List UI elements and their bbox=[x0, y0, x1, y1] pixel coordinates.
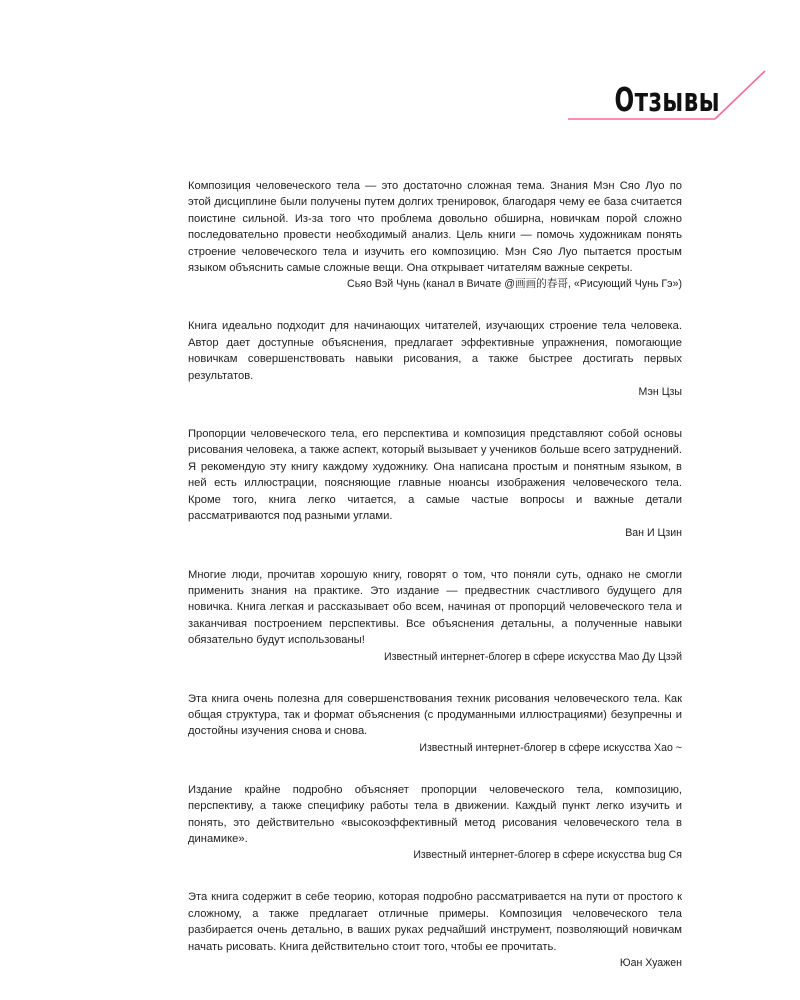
review-text: Эта книга очень полезна для совершенствования техник рисования человеческого тела. Как общая структура, так и формат объяснения (с продуманными иллюстрациями) безупречны и достойны изучения снова и снова. bbox=[188, 692, 682, 738]
review-text: Композиция человеческого тела — это достаточно сложная тема. Знания Мэн Сяо Луо по этой дисциплине были получены путем долгих тренировок, благодаря чему ее база считается поистине сильной. Из-за того что проблема довольно обширна, новичкам порой сложно последовательно провести необходимый анализ. Цель книги — помочь художникам понять строение человеческого тела и изучить его композицию. Мэн Сяо Луо пытается простым языком объяснить самые сложные вещи. Она открывает читателям важные секреты. bbox=[188, 180, 682, 275]
review-4 bbox=[188, 567, 682, 665]
review-5 bbox=[188, 691, 682, 756]
review-author: Известный интернет-блогер в сфере искусства Мао Ду Цзэй bbox=[383, 650, 682, 663]
review-7 bbox=[188, 889, 682, 971]
review-text: Эта книга содержит в себе теорию, которая подробно рассматривается на пути от простого к сложному, а также предлагает отличные примеры. Композиция человеческого тела разбирается очень детально, в ваших руках редчайший инструмент, позволяющий новичкам начать рисовать. Книга действительно стоит того, чтобы ее прочитать. bbox=[188, 891, 682, 953]
review-text: Издание крайне подробно объясняет пропорции человеческого тела, композицию, перспективу, а также специфику работы тела в движении. Каждый пункт легко изучить и понять, это действительно «высокоэффективный метод рисования человеческого тела в динамике». bbox=[188, 783, 682, 845]
review-author: Юан Хуажен bbox=[619, 957, 682, 969]
review-author: Ван И Цзин bbox=[625, 526, 682, 539]
review-author: Мэн Цзы bbox=[638, 386, 682, 399]
reviews-list bbox=[188, 178, 682, 997]
review-text: Пропорции человеческого тела, его перспектива и композиция представляют собой основы рисования человека, а также аспект, который вызывает у учеников больше всего затруднений. Я рекомендую эту книгу каждому художнику. Она написана простым и понятным языком, в ней есть иллюстрации, поясняющие главные нюансы изображения человеческого тела. Кроме того, книга легко читается, а самые частые вопросы и важные детали рассматриваются под разными углами. bbox=[188, 428, 682, 523]
page-title: Отзывы bbox=[614, 80, 720, 119]
review-3 bbox=[188, 426, 682, 540]
review-text: Книга идеально подходит для начинающих читателей, изучающих строение тела человека. Автор дает доступные объяснения, предлагает эффективные упражнения, помогающие новичкам совершенствовать навыки рисования, а также быстрее достигать первых результатов. bbox=[188, 320, 682, 382]
review-author: Известный интернет-блогер в сфере искусства Хао ~ bbox=[419, 741, 682, 754]
review-6 bbox=[188, 782, 682, 864]
review-text: Многие люди, прочитав хорошую книгу, говорят о том, что поняли суть, однако не смогли применить знания на практике. Это издание — предвестник счастливого будущего для новичка. Книга легкая и рассказывает обо всем, начиная от пропорций человеческого тела и заканчивая построением перспективы. Все объяснения детальны, а полученные навыки обязательно будут использованы! bbox=[188, 568, 682, 647]
review-author: Сьяо Вэй Чунь (канал в Вичате @画画的春哥, «Рисующий Чунь Гэ») bbox=[347, 278, 682, 291]
review-2 bbox=[188, 318, 682, 400]
title-diagonal-line bbox=[715, 71, 765, 119]
review-author: Известный интернет-блогер в сфере искусства bug Ся bbox=[413, 849, 682, 862]
review-1 bbox=[188, 178, 682, 292]
